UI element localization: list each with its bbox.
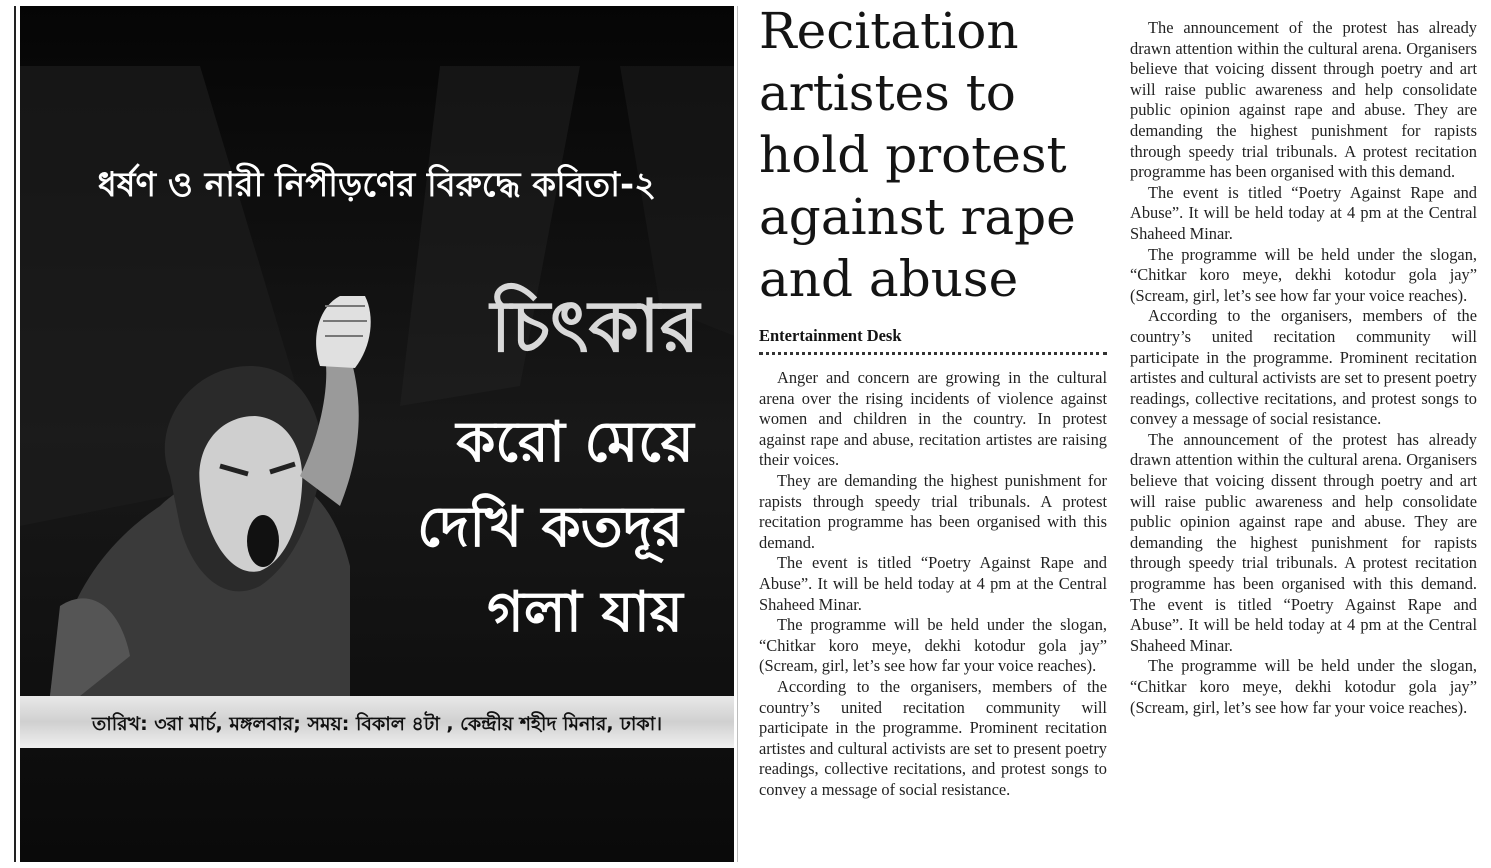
article-paragraph: According to the organisers, members of the country’s united recitation community will participate in the programme. Prominent recitation artistes and cultural activists are set to present poetry readings, collective recitations, and protest songs to convey a message of social resistance. <box>1130 306 1477 429</box>
article-paragraph: The event is titled “Poetry Against Rape and Abuse”. It will be held today at 4 pm at the Central Shaheed Minar. <box>1130 182 1477 243</box>
headline-line: hold protest <box>759 126 1067 184</box>
headline-line: and abuse <box>759 250 1019 308</box>
poster-slogan-line2: করো মেয়ে <box>456 410 694 475</box>
article-paragraph: The announcement of the protest has already drawn attention within the cultural arena. Organisers believe that voicing dissent through poetry and art will raise public awareness and help consolidate public opinion against rape and abuse. They are demanding the highest punishment for rapists through speedy trial tribunals. A protest recitation programme has been organised with this demand. The event is titled “Poetry Against Rape and Abuse”. It will be held today at 4 pm at the Central Shaheed Minar. <box>1130 429 1477 655</box>
left-border-rule <box>14 6 16 862</box>
poster-title: ধর্ষণ ও নারী নিপীড়ণের বিরুদ্ধে কবিতা-২ <box>97 165 657 205</box>
headline-line: artistes to <box>759 64 1016 122</box>
headline-line: against rape <box>759 188 1076 246</box>
protest-poster <box>20 6 734 862</box>
poster-slogan-line3: দেখি কতদূর <box>417 495 683 560</box>
poster-artwork <box>20 6 734 862</box>
poster-slogan-line4: গলা যায় <box>487 580 683 645</box>
article-column-b <box>1130 18 1477 718</box>
article-paragraph: Anger and concern are growing in the cultural arena over the rising incidents of violence against women and children in the country. In protest against rape and abuse, recitation artistes are raising their voices. <box>759 368 1107 470</box>
article-paragraph: The event is titled “Poetry Against Rape and Abuse”. It will be held today at 4 pm at the Central Shaheed Minar. <box>759 553 1107 614</box>
article-byline: Entertainment Desk <box>759 326 1107 355</box>
article-paragraph: According to the organisers, members of the country’s united recitation community will participate in the programme. Prominent recitation artistes and cultural activists are set to present poetry readings, collective recitations, and protest songs to convey a message of social resistance. <box>759 676 1107 799</box>
article-paragraph: The announcement of the protest has already drawn attention within the cultural arena. Organisers believe that voicing dissent through poetry and art will raise public awareness and help consolidate public opinion against rape and abuse. They are demanding the highest punishment for rapists through speedy trial tribunals. A protest recitation programme has been organised with this demand. <box>1130 18 1477 182</box>
headline-line: Recitation <box>759 2 1019 60</box>
article-paragraph: The programme will be held under the slogan, “Chitkar koro meye, dekhi kotodur gola jay” (Scream, girl, let’s see how far your voice reaches). <box>1130 656 1477 717</box>
poster-event-info: তারিখ: ৩রা মার্চ, মঙ্গলবার; সময়: বিকাল ৪টা , কেন্দ্রীয় শহীদ মিনার, ঢাকা। <box>91 713 663 735</box>
poster-slogan-line1: চিৎকার <box>490 284 700 368</box>
article-paragraph: The programme will be held under the slogan, “Chitkar koro meye, dekhi kotodur gola jay” (Scream, girl, let’s see how far your voice reaches). <box>759 615 1107 676</box>
column-divider <box>737 6 738 862</box>
article-paragraph: They are demanding the highest punishment for rapists through speedy trial tribunals. A protest recitation programme has been organised with this demand. <box>759 470 1107 552</box>
article-paragraph: The programme will be held under the slogan, “Chitkar koro meye, dekhi kotodur gola jay” (Scream, girl, let’s see how far your voice reaches). <box>1130 244 1477 305</box>
article-headline <box>759 0 1119 310</box>
article-column-a <box>759 368 1107 800</box>
